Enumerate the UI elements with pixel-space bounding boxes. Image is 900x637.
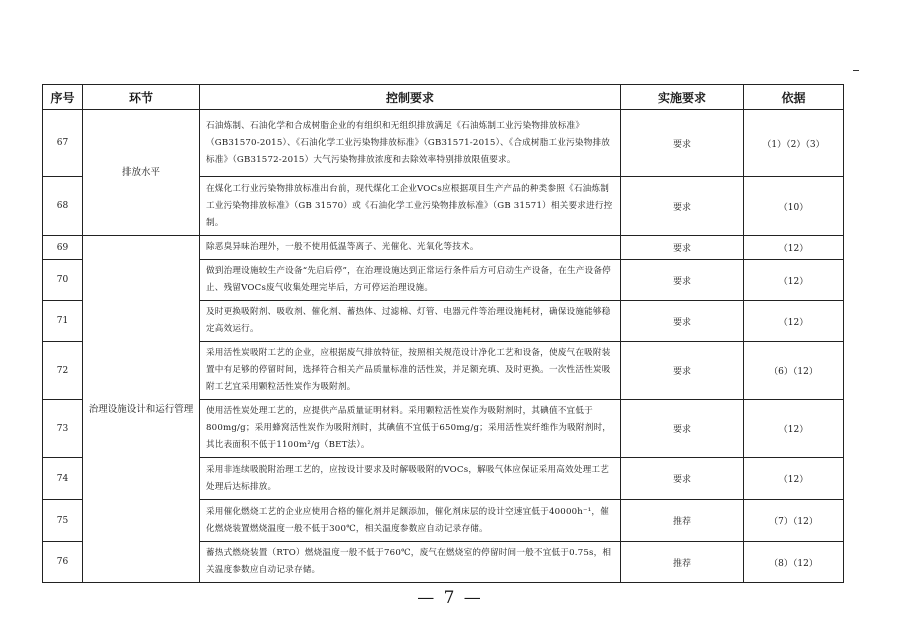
row-implementation: 要求: [621, 301, 744, 342]
row-requirement: 在煤化工行业污染物排放标准出台前，现代煤化工企业VOCs应根据项目生产产品的种类参照《石油炼制工业污染物排放标准》（GB 31570）或《石油化学工业污染物排放标准》（GB 31571）相关要求进行控制。: [200, 177, 621, 236]
row-basis: （6）（12）: [744, 342, 844, 400]
row-index: 67: [43, 110, 83, 177]
header-basis: 依据: [744, 85, 844, 110]
row-implementation: 要求: [621, 177, 744, 236]
row-index: 71: [43, 301, 83, 342]
row-basis: （8）（12）: [744, 542, 844, 583]
row-implementation: 要求: [621, 342, 744, 400]
row-requirement: 石油炼制、石油化学和合成树脂企业的有组织和无组织排放满足《石油炼制工业污染物排放标准》（GB31570-2015）、《石油化学工业污染物排放标准》（GB31571-2015）、《合成树脂工业污染物排放标准》（GB31572-2015）大气污染物排放浓度和去除效率特别排放限值要求。: [200, 110, 621, 177]
row-implementation: 推荐: [621, 542, 744, 583]
row-basis: （1）（2）（3）: [744, 110, 844, 177]
header-requirement: 控制要求: [200, 85, 621, 110]
row-requirement: 采用活性炭吸附工艺的企业，应根据废气排放特征，按照相关规范设计净化工艺和设备，使废气在吸附装置中有足够的停留时间，选择符合相关产品质量标准的活性炭，并足额充填、及时更换。一次性活性炭吸附工艺宜采用颗粒活性炭作为吸附剂。: [200, 342, 621, 400]
row-requirement: 做到治理设施较生产设备“先启后停”，在治理设施达到正常运行条件后方可启动生产设备，在生产设备停止、残留VOCs废气收集处理完毕后，方可停运治理设施。: [200, 260, 621, 301]
row-implementation: 推荐: [621, 500, 744, 542]
row-implementation: 要求: [621, 260, 744, 301]
row-index: 68: [43, 177, 83, 236]
table-row: [43, 236, 844, 260]
row-implementation: 要求: [621, 458, 744, 500]
row-basis: （12）: [744, 458, 844, 500]
row-index: 72: [43, 342, 83, 400]
row-implementation: 要求: [621, 400, 744, 458]
row-basis: （12）: [744, 400, 844, 458]
header-index: 序号: [43, 85, 83, 110]
segment-facility-management: 治理设施设计和运行管理: [83, 236, 200, 583]
row-implementation: 要求: [621, 236, 744, 260]
row-basis: （7）（12）: [744, 500, 844, 542]
row-index: 70: [43, 260, 83, 301]
corner-dash-mark: [853, 70, 859, 71]
row-requirement: 除恶臭异味治理外，一般不使用低温等离子、光催化、光氧化等技术。: [200, 236, 621, 260]
row-requirement: 蓄热式燃烧装置（RTO）燃烧温度一般不低于760℃，废气在燃烧室的停留时间一般不宜低于0.75s，相关温度参数应自动记录存储。: [200, 542, 621, 583]
row-basis: （12）: [744, 260, 844, 301]
page-number: — 7 —: [417, 588, 483, 608]
row-basis: （12）: [744, 236, 844, 260]
segment-emission-level: 排放水平: [83, 110, 200, 236]
control-requirements-table: [42, 84, 844, 583]
row-index: 73: [43, 400, 83, 458]
row-requirement: 采用催化燃烧工艺的企业应使用合格的催化剂并足额添加，催化剂床层的设计空速宜低于40000h⁻¹，催化燃烧装置燃烧温度一般不低于300℃，相关温度参数应自动记录存储。: [200, 500, 621, 542]
row-requirement: 采用非连续吸脱附治理工艺的，应按设计要求及时解吸吸附的VOCs，解吸气体应保证采用高效处理工艺处理后达标排放。: [200, 458, 621, 500]
table-header-row: [43, 85, 844, 110]
row-index: 69: [43, 236, 83, 260]
row-requirement: 及时更换吸附剂、吸收剂、催化剂、蓄热体、过滤棉、灯管、电器元件等治理设施耗材，确保设施能够稳定高效运行。: [200, 301, 621, 342]
row-requirement: 使用活性炭处理工艺的，应提供产品质量证明材料。采用颗粒活性炭作为吸附剂时，其碘值不宜低于800mg/g；采用蜂窝活性炭作为吸附剂时，其碘值不宜低于650mg/g；采用活性炭纤维作为吸附剂时，其比表面积不低于1100m²/g（BET法）。: [200, 400, 621, 458]
header-implementation: 实施要求: [621, 85, 744, 110]
row-index: 74: [43, 458, 83, 500]
header-segment: 环节: [83, 85, 200, 110]
table-row: [43, 110, 844, 177]
row-basis: （12）: [744, 301, 844, 342]
row-basis: （10）: [744, 177, 844, 236]
row-index: 76: [43, 542, 83, 583]
row-implementation: 要求: [621, 110, 744, 177]
row-index: 75: [43, 500, 83, 542]
